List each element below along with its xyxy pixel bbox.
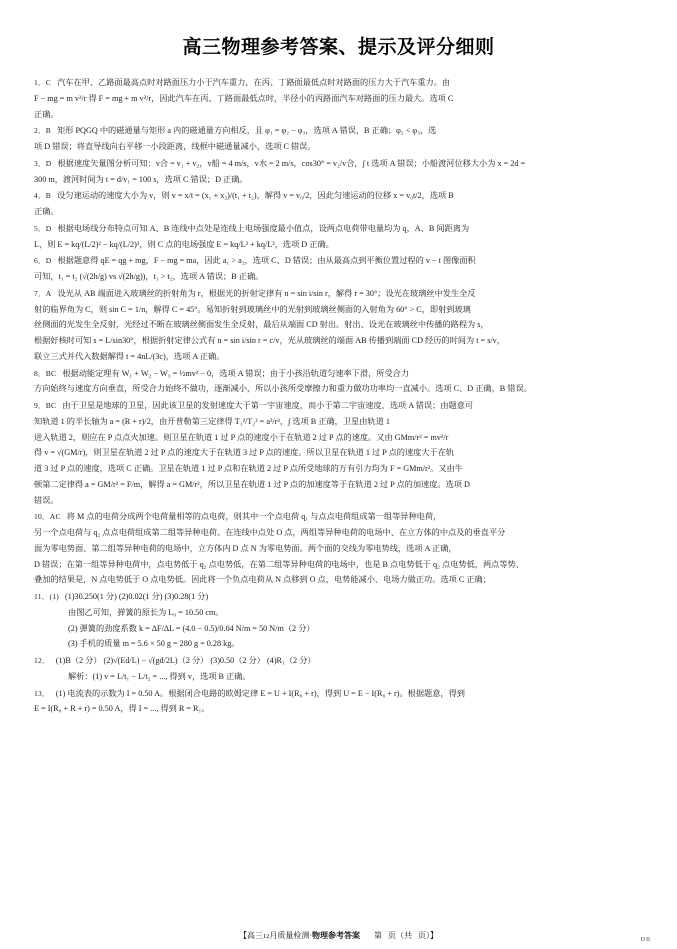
footer-label: 高三 <box>246 931 263 940</box>
footer-sub: 12 <box>262 933 270 940</box>
answer-text-11-line-4: (3) 手机的质量 m = 5.6 × 50 g = 280 g = 0.28 kg。 <box>68 639 240 649</box>
answer-text-5-line-1: 根据电场线分布特点可知 A、B 连线中点处是连线上电场强度最小值点，设两点电荷带电量均为 q，A、B 间距离为 <box>57 223 470 233</box>
answer-item-11 <box>34 589 643 652</box>
answer-number-10: 10．AC <box>34 512 61 522</box>
answer-item-9 <box>34 398 643 508</box>
answer-text-9-line-3: 进入轨道 2，则应在 P 点点火加速。则卫星在轨道 1 过 P 点的速度小于在轨道 2 过 P 点的速度。又由 GMm/r² = mv²/r <box>34 432 449 442</box>
answer-text-11-line-3: (2) 弹簧的劲度系数 k = ΔF/ΔL = (4.0 − 0.5)/0.04 N/m = 50 N/m（2 分） <box>68 623 315 633</box>
page-title: 高三物理参考答案、提示及评分细则 <box>182 37 495 58</box>
answer-item-13 <box>34 686 643 718</box>
answer-text-7-line-2: 射的临界角为 C，则 sin C = 1/n，解得 C = 45°。易知折射到玻璃丝中的光射到玻璃丝侧面的入射角为 60° > C，即射到玻璃 <box>34 304 471 314</box>
answer-number-9: 9．BC <box>34 401 57 410</box>
answer-item-6 <box>34 253 643 285</box>
page-footer <box>0 930 677 941</box>
answer-text-9-line-1: 由于卫星是地球的卫星，因此该卫星的发射速度大于第一宇宙速度，而小于第二宇宙速度，选项 A 错误；由题意可 <box>62 401 474 410</box>
answers-body <box>34 75 643 717</box>
footer-bold: 物理参考答案 <box>312 931 361 940</box>
footer-tail: 第 <box>374 931 383 940</box>
answer-number-8: 8．BC <box>34 368 57 378</box>
answer-text-7-line-1: 设光从 AB 端面进入玻璃丝的折射角为 r，根据光的折射定律有 n = sin i/sin r，解得 r = 30°；设光在玻璃丝中发生全反 <box>57 288 476 298</box>
answer-text-10-line-1: 将 M 点的电荷分成两个电荷量相等的点电荷，则其中一个点电荷 q₁ 与点点电荷组成第一组等异种电荷， <box>66 512 442 522</box>
answer-text-10-line-2: 另一个点电荷与 q₂ 点点电荷组成第二组等异种电荷。在连线中点处 O 点，两组等异种电荷的电场中、在立方体的中点及的垂直平分 <box>34 528 506 537</box>
answer-text-12-line-2: 解析：(1) v = L/t₁ − L/t₂ = ..., 得到 v，选项 B 正确。 <box>68 671 251 681</box>
answer-text-1-line-3: 正确。 <box>34 109 59 119</box>
answer-text-13-line-1: (1) 电流表的示数为 I = 0.50 A。根据闭合电路的欧姆定律 E = U + I(R₀ + r)，得到 U = E − I(R₀ + r)。根据题意，得到 <box>55 688 465 698</box>
answer-text-1-line-2: F − mg = m v²/r 得 F = mg + m v²/r，因此汽车在丙、丁路面最低点时，半径小的丙路面汽车对路面的压力最大。选项 C <box>34 93 454 103</box>
answer-item-1 <box>34 75 643 122</box>
footer-left-bracket: 【 <box>238 931 247 940</box>
footer-text: 月质量检测· <box>269 931 313 940</box>
answer-text-4-line-2: 正确。 <box>34 207 59 216</box>
answer-text-7-line-4: 根据好核时可知 s = L/sin30°，根据折射定律公式有 n = sin i/sin r = c/v，光从玻璃丝的端面 AB 传播到端面 CD 经历的时间为 t = s/v， <box>34 336 505 345</box>
footer-page-total: 页） <box>418 931 431 940</box>
answer-text-8-line-1: 根据动能定理有 W₁ + W₂ − W₃ = ½mv² − 0，选项 A 错误；由于小孩沿轨道匀速率下滑，所受合力 <box>62 368 410 378</box>
answer-text-9-line-5: 道 3 过 P 点的速度，选项 C 正确。卫星在轨道 1 过 P 点和在轨道 2 过 P 点所受地球的万有引力均为 F = GMm/r²。又由牛 <box>34 464 463 473</box>
answer-number-2: 2．B <box>34 126 52 136</box>
answer-number-3: 3．D <box>34 158 52 168</box>
answer-text-7-line-3: 丝侧面的光发生全反射，光经过不断在玻璃丝侧面发生全反射，最后从端面 CD 射出。射出、设光在玻璃丝中传播的路程为 s， <box>34 320 489 330</box>
answer-item-8 <box>34 366 643 398</box>
answer-number-1: 1．C <box>34 78 52 87</box>
answer-item-10 <box>34 509 643 588</box>
answer-text-3-line-2: 300 m，渡河时间为 t = d/v₁ = 100 s，选项 C 错误；D 正确。 <box>34 174 248 184</box>
answer-number-12: 12． <box>34 656 50 665</box>
footer-right-bracket: 】 <box>430 931 439 940</box>
answer-text-6-line-1: 根据题意得 qE = qg + mg，F − mg = ma，因此 a₁ > a₂，选项 C、D 错误；由从最高点到平衡位置过程的 v − t 图像面积 <box>57 256 476 266</box>
answer-text-13-line-2: E = I(R₀ + R + r) = 0.50 A，得 I = ..., 得到 R = R₁。 <box>34 704 210 714</box>
answer-text-10-line-5: 叠加的结果是，N 点电势低于 O 点电势低。因此将一个负点电荷从 N 点移到 O 点，电势能减小、电场力做正功。选项 C 正确； <box>34 575 491 585</box>
answer-number-11: 11．(1) <box>34 592 59 601</box>
answer-text-6-line-2: 可知，t₁ = t₂ (√(2h/g) vs √(2h/g))，t₁ > t₂，选项 A 错误；B 正确。 <box>34 272 264 281</box>
answer-item-12 <box>34 653 643 685</box>
answer-text-5-line-2: L，则 E = kq/(L/2)² − kq/(L/2)²，则 C 点的电场强度 E = kq/L² + kq/L²，选项 D 正确。 <box>34 239 334 249</box>
answer-number-4: 4．B <box>34 191 52 201</box>
answer-text-11-line-1: (1)30.250(1 分) (2)0.02(1 分) (3)0.28(1 分) <box>64 592 209 601</box>
footer-page-box: 页（共 <box>388 931 413 940</box>
answer-text-9-line-4: 得 v = √(GM/r)，则卫星在轨道 2 过 P 点的速度大于在轨道 3 过 P 点的速度。所以卫星在轨道 1 过 P 点的速度大于在轨 <box>34 448 455 458</box>
answer-item-7 <box>34 286 643 365</box>
answer-text-8-line-2: 方向始终与速度方向垂直，所受合力始终不做功，逐渐减小，所以小孩所受摩擦力和重力做功功率均一直减小。选项 C、D 正确，B 错误。 <box>34 384 532 394</box>
answer-number-13: 13． <box>34 688 50 698</box>
answer-number-6: 6．D <box>34 256 52 266</box>
answer-text-11-line-2: 由图乙可知，弹簧的原长为 L₀ = 10.50 cm。 <box>68 607 224 617</box>
footer-corner-code: DB <box>640 937 651 943</box>
answer-item-4 <box>34 188 643 220</box>
answer-text-1-line-1: 汽车在甲、乙路面最高点时对路面压力小于汽车重力，在丙、丁路面最低点时对路面的压力大于汽车重力。由 <box>57 78 451 87</box>
answer-item-3 <box>34 156 643 188</box>
answer-number-7: 7．A <box>34 288 52 298</box>
answer-text-2-line-1: 矩形 PQGQ 中的磁通量与矩形 a 内的磁通量方向相反，且 φ₁ = φ₂ − φ₃，选项 A 错误，B 正确；φ₂ < φ₃，选 <box>57 126 437 136</box>
answer-text-4-line-1: 设匀速运动的速度大小为 v，则 v = x/t = (x₁ + x₂)/(t₁ + t₂)，解得 v = v₀/2，因此匀速运动的位移 x = v₀t/2，选项 B <box>57 191 454 201</box>
answer-text-2-line-2: 项 D 错误；将直导线向右平移一小段距离，线框中磁通量减小，选项 C 错误。 <box>34 142 316 151</box>
answer-text-12-line-1: (1)B（2 分） (2)√(Ed/L) − √(gd/2L)（2 分） (3)0.50（2 分） (4)R₁（2 分） <box>55 656 316 665</box>
answer-text-7-line-5: 联立三式并代入数据解得 t = 4nL/(3c)，选项 A 正确。 <box>34 351 225 361</box>
answer-number-5: 5．D <box>34 223 52 233</box>
answer-item-5 <box>34 221 643 253</box>
answer-text-9-line-7: 错误。 <box>34 495 59 505</box>
answer-text-3-line-1: 根据速度矢量图分析可知：v合 = v₁ + v₂，v船 = 4 m/s，v水 = 2 m/s，cos30° = v₂/v合，∫ t 选项 A 错误；小船渡河位移大小为 x = 2d = <box>57 158 526 168</box>
answer-text-10-line-3: 面为零电势面、第二组等异种电荷的电场中，立方体内 D 点 N 为零电势面。两个面的交线为零电势线，选项 A 正确， <box>34 543 457 553</box>
answer-text-10-line-4: D 错误；在第一组等异种电荷中，点电势低于 q₂ 点电势低，在第二组等异种电荷的电场中，也是 B 点电势低于 q₂ 点电势低，两点等势、 <box>34 559 524 569</box>
answer-text-9-line-6: 顿第二定律得 a = GM/r² = F/m，解得 a = GM/r²，所以卫星在轨道 1 过 P 点的加速度等于在轨道 2 过 P 点的加速度。选项 D <box>34 479 470 489</box>
answer-text-9-line-2: 知轨道 1 的半长轴为 a = (R + r)/2，由开普勒第三定律得 T₁²/T₂² = a³/r³，∫ 选项 B 正确，卫星由轨道 1 <box>34 416 390 426</box>
answer-item-2 <box>34 123 643 155</box>
